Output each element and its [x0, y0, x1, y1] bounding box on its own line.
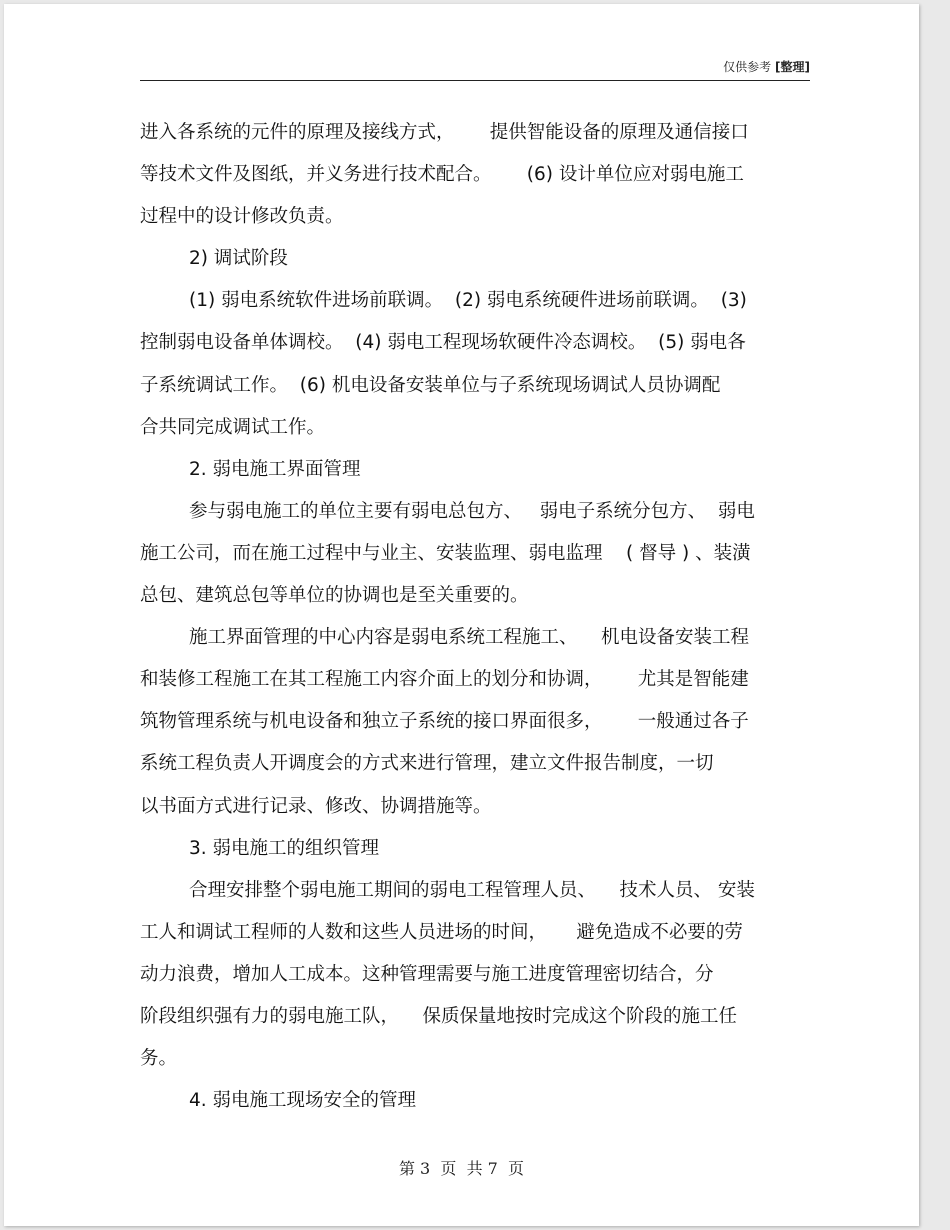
text-line: 以书面方式进行记录、修改、协调措施等。	[140, 795, 492, 817]
section-heading: 4. 弱电施工现场安全的管理	[189, 1090, 417, 1112]
section-heading: 3. 弱电施工的组织管理	[189, 837, 380, 859]
text-line: 过程中的设计修改负责。	[140, 206, 344, 228]
text-line: 进入各系统的元件的原理及接线方式， 提供智能设备的原理及通信接口	[140, 122, 749, 143]
text-line: 施工界面管理的中心内容是弱电系统工程施工、 机电设备安装工程	[189, 627, 750, 649]
text-line: 和装修工程施工在其工程施工内容介面上的划分和协调， 尤其是智能建	[140, 669, 749, 691]
text-line: 合理安排整个弱电施工期间的弱电工程管理人员、 技术人员、 安装	[189, 879, 755, 901]
section-heading: 2. 弱电施工界面管理	[189, 458, 361, 480]
page-header	[140, 54, 810, 81]
text-line: 系统工程负责人开调度会的方式来进行管理，建立文件报告制度，一切	[140, 753, 714, 775]
text-line: 动力浪费，增加人工成本。这种管理需要与施工进度管理密切结合，分	[140, 963, 714, 985]
text-line: 筑物管理系统与机电设备和独立子系统的接口界面很多， 一般通过各子	[140, 711, 749, 733]
document-page	[4, 4, 919, 1226]
section-heading: 2) 调试阶段	[189, 248, 288, 270]
text-line: 务。	[140, 1048, 178, 1070]
text-line: 总包、建筑总包等单位的协调也是至关重要的。	[140, 585, 529, 607]
text-line: 等技术文件及图纸，并义务进行技术配合。 (6) 设计单位应对弱电施工	[140, 164, 744, 186]
text-line: (1) 弱电系统软件进场前联调。 (2) 弱电系统硬件进场前联调。 (3)	[189, 290, 747, 312]
text-line: 工人和调试工程师的人数和这些人员进场的时间， 避免造成不必要的劳	[140, 921, 743, 943]
text-line: 阶段组织强有力的弱电施工队， 保质保量地按时完成这个阶段的施工任	[140, 1005, 738, 1027]
document-body	[140, 112, 814, 1122]
text-line: 合共同完成调试工作。	[140, 416, 326, 438]
text-line: 控制弱电设备单体调校。 (4) 弱电工程现场软硬件冷态调校。 (5) 弱电各	[140, 332, 746, 354]
header-tag: [整理]	[775, 60, 810, 74]
header-text: 仅供参考	[723, 60, 772, 74]
page-footer: 第 3 页 共 7 页	[398, 1159, 525, 1178]
text-line: 子系统调试工作。 (6) 机电设备安装单位与子系统现场调试人员协调配	[140, 374, 721, 396]
text-line: 施工公司，而在施工过程中与业主、安装监理、弱电监理 ( 督导 ) 、装潢	[140, 542, 751, 564]
text-line: 参与弱电施工的单位主要有弱电总包方、 弱电子系统分包方、 弱电	[189, 500, 755, 522]
